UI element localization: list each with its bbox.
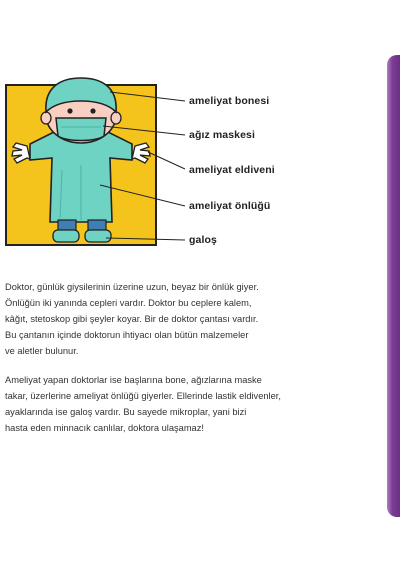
text-line: takar, üzerlerine ameliyat önlüğü giyerler. Ellerinde lastik eldivenler, — [5, 391, 281, 401]
text-line: Önlüğün iki yanında cepleri vardır. Doktor bu ceplere kalem, — [5, 298, 252, 308]
text-line: hasta eden minnacık canlılar, doktora ulaşamaz! — [5, 423, 204, 433]
label-gloves: ameliyat eldiveni — [189, 164, 275, 176]
label-gown: ameliyat önlüğü — [189, 200, 271, 212]
text-line: ayaklarında ise galoş vardır. Bu sayede mikroplar, yani bizi — [5, 407, 247, 417]
text-line: ve aletler bulunur. — [5, 346, 79, 356]
paragraph-1 — [5, 279, 259, 359]
label-mask: ağız maskesi — [189, 129, 255, 141]
text-line: Ameliyat yapan doktorlar ise başlarına bone, ağızlarına maske — [5, 375, 262, 385]
text-line: Doktor, günlük giysilerinin üzerine uzun, beyaz bir önlük giyer. — [5, 282, 259, 292]
text-line: kâğıt, stetoskop gibi şeyler koyar. Bir de doktor çantası vardır. — [5, 314, 259, 324]
text-line: Bu çantanın içinde doktorun ihtiyacı olan bütün malzemeler — [5, 330, 249, 340]
mask-drawing — [56, 118, 106, 141]
label-galosh: galoş — [189, 234, 217, 246]
label-cap: ameliyat bonesi — [189, 95, 270, 107]
paragraph-2 — [5, 372, 281, 436]
